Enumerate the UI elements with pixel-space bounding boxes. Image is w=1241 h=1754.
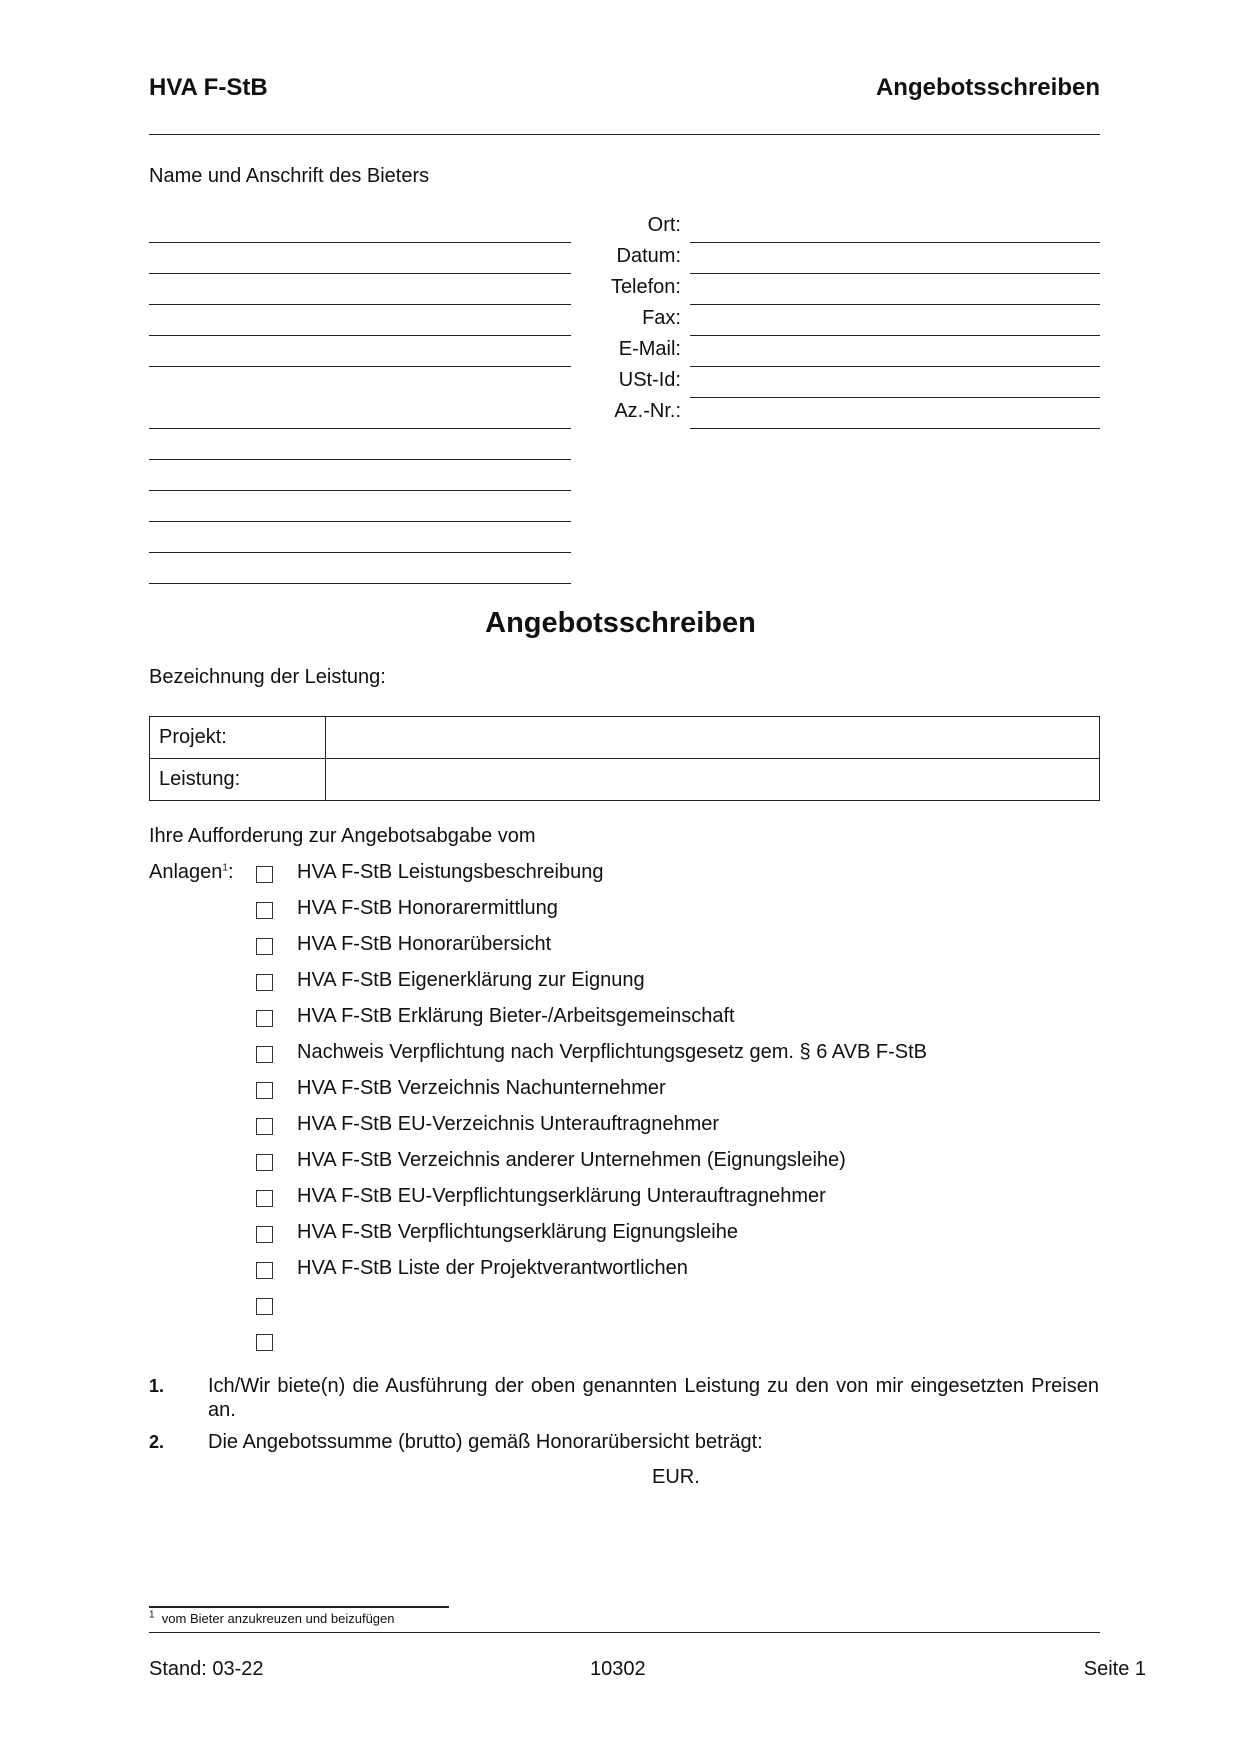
footer-divider <box>149 1632 1100 1633</box>
attachment-checkbox[interactable] <box>256 1154 273 1171</box>
field-label-aznr: Az.-Nr.: <box>614 400 681 422</box>
field-line-ustid[interactable] <box>690 397 1100 398</box>
attachment-label: HVA F-StB Eigenerklärung zur Eignung <box>297 969 645 991</box>
service-table <box>149 716 1100 801</box>
attachment-label: HVA F-StB Honorarermittlung <box>297 897 558 919</box>
attachment-checkbox[interactable] <box>256 938 273 955</box>
address-line[interactable] <box>149 335 571 336</box>
header-left-title: HVA F-StB <box>149 74 268 101</box>
attachment-label: HVA F-StB Leistungsbeschreibung <box>297 861 604 883</box>
attachment-checkbox[interactable] <box>256 1082 273 1099</box>
paragraph-number: 1. <box>149 1376 165 1396</box>
table-row <box>150 717 1100 759</box>
attachments-label: Anlagen$^1$: <box>149 861 234 883</box>
footnote-number: 1 <box>149 1609 155 1621</box>
attachment-label: HVA F-StB Honorarübersicht <box>297 933 552 955</box>
leistung-label: Leistung: <box>150 759 326 801</box>
address-line[interactable] <box>149 366 571 367</box>
currency-label: EUR. <box>652 1466 700 1488</box>
attachment-label: HVA F-StB EU-Verpflichtungserklärung Unterauftragnehmer <box>297 1185 826 1207</box>
attachment-checkbox[interactable] <box>256 1118 273 1135</box>
attachment-label: HVA F-StB Verzeichnis anderer Unternehmen (Eignungsleihe) <box>297 1149 846 1171</box>
paragraph-number: 2. <box>149 1432 165 1452</box>
page-title: Angebotsschreiben <box>485 607 756 639</box>
footer-version: Stand: 03-22 <box>149 1658 264 1680</box>
attachment-checkbox[interactable] <box>256 1298 273 1315</box>
field-line-email[interactable] <box>690 366 1100 367</box>
service-label: Bezeichnung der Leistung: <box>149 666 386 688</box>
request-label: Ihre Aufforderung zur Angebotsabgabe vom <box>149 825 536 847</box>
field-label-telefon: Telefon: <box>610 276 681 298</box>
field-line-aznr[interactable] <box>690 428 1100 429</box>
bidder-label: Name und Anschrift des Bieters <box>149 165 430 187</box>
paragraph-text: Ich/Wir biete(n) die Ausführung der oben genannten Leistung zu den von mir eingesetzten Preisen an. <box>208 1375 1099 1421</box>
field-label-fax: Fax: <box>642 307 681 329</box>
address-line[interactable] <box>149 428 571 429</box>
attachment-label: HVA F-StB Verzeichnis Nachunternehmer <box>297 1077 666 1099</box>
address-line[interactable] <box>149 490 571 491</box>
field-label-ustid: USt-Id: <box>618 369 681 391</box>
address-line[interactable] <box>149 273 571 274</box>
attachment-checkbox[interactable] <box>256 1334 273 1351</box>
address-line[interactable] <box>149 521 571 522</box>
header-divider <box>149 134 1100 135</box>
attachment-checkbox[interactable] <box>256 1010 273 1027</box>
attachment-checkbox[interactable] <box>256 1262 273 1279</box>
attachment-checkbox[interactable] <box>256 1226 273 1243</box>
address-line[interactable] <box>149 242 571 243</box>
footer-form-number: 10302 <box>590 1658 646 1680</box>
field-line-datum[interactable] <box>690 273 1100 274</box>
attachment-label: HVA F-StB Liste der Projektverantwortlichen <box>297 1257 688 1279</box>
leistung-value[interactable] <box>326 759 1100 801</box>
attachment-checkbox[interactable] <box>256 974 273 991</box>
footnote <box>149 1611 395 1626</box>
header-right-title: Angebotsschreiben <box>875 74 1100 101</box>
field-label-datum: Datum: <box>616 245 681 267</box>
footnote-text: vom Bieter anzukreuzen und beizufügen <box>161 1611 395 1626</box>
address-line[interactable] <box>149 583 571 584</box>
field-line-ort[interactable] <box>690 242 1100 243</box>
address-line[interactable] <box>149 459 571 460</box>
table-row <box>150 759 1100 801</box>
address-line[interactable] <box>149 552 571 553</box>
paragraph-text: Die Angebotssumme (brutto) gemäß Honorarübersicht beträgt: <box>208 1431 763 1453</box>
attachment-checkbox[interactable] <box>256 1046 273 1063</box>
attachment-label: HVA F-StB EU-Verzeichnis Unterauftragnehmer <box>297 1113 720 1135</box>
field-line-telefon[interactable] <box>690 304 1100 305</box>
attachment-label: HVA F-StB Erklärung Bieter-/Arbeitsgemeinschaft <box>297 1005 735 1027</box>
project-label: Projekt: <box>150 717 326 759</box>
attachment-checkbox[interactable] <box>256 866 273 883</box>
field-label-ort: Ort: <box>647 214 681 236</box>
field-label-email: E-Mail: <box>618 338 681 360</box>
attachment-label: Nachweis Verpflichtung nach Verpflichtungsgesetz gem. § 6 AVB F-StB <box>297 1041 927 1063</box>
attachment-checkbox[interactable] <box>256 902 273 919</box>
footnote-ref: 1 <box>222 862 228 874</box>
footer-page-number: Seite 1 <box>1083 1658 1146 1680</box>
attachment-checkbox[interactable] <box>256 1190 273 1207</box>
project-value[interactable] <box>326 717 1100 759</box>
field-line-fax[interactable] <box>690 335 1100 336</box>
footnote-separator <box>149 1606 449 1608</box>
address-line[interactable] <box>149 304 571 305</box>
attachment-label: HVA F-StB Verpflichtungserklärung Eignungsleihe <box>297 1221 738 1243</box>
